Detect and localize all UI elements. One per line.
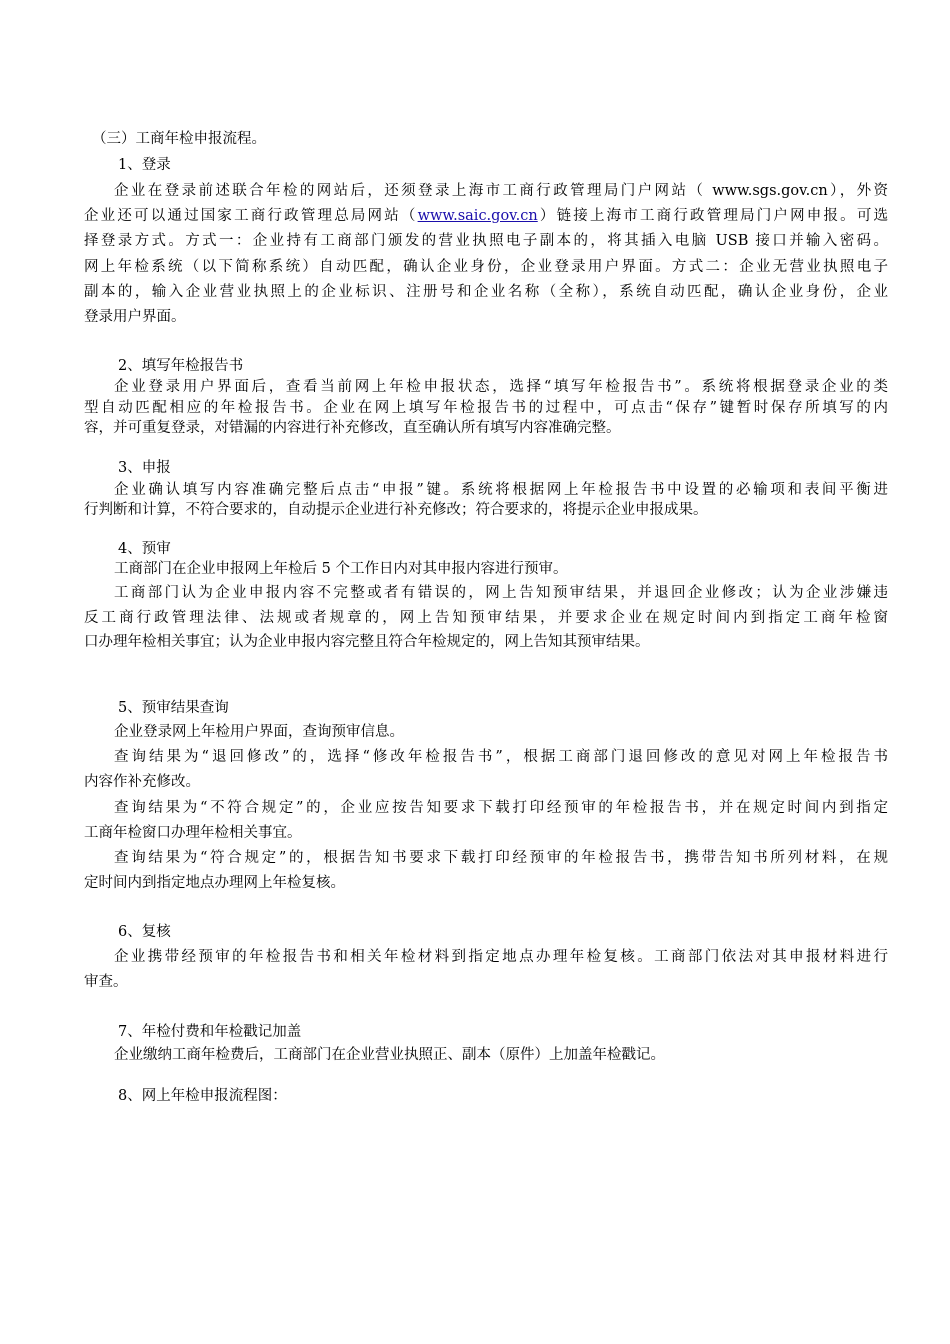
heading-login: 1、登录 bbox=[118, 157, 171, 173]
section-title: （三）工商年检申报流程。 bbox=[92, 131, 266, 147]
link-prefix-text: 企业还可以通过国家工商行政管理总局网站（ bbox=[84, 208, 418, 224]
paragraph-line: 型自动匹配相应的年检报告书。企业在网上填写年检报告书的过程中，可点击“保存”键暂时保存所填写的内 bbox=[84, 400, 888, 416]
paragraph-line: 择登录方式。方式一：企业持有工商部门颁发的营业执照电子副本的，将其插入电脑 USB 接口并输入密码。 bbox=[84, 233, 888, 249]
paragraph-line: 内容作补充修改。 bbox=[84, 774, 200, 790]
paragraph-line: 企业缴纳工商年检费后，工商部门在企业营业执照正、副本（原件）上加盖年检戳记。 bbox=[114, 1047, 665, 1063]
paragraph-line: 容，并可重复登录，对错漏的内容进行补充修改，直至确认所有填写内容准确完整。 bbox=[84, 420, 621, 436]
paragraph-line: 口办理年检相关事宜；认为企业申报内容完整且符合年检规定的，网上告知其预审结果。 bbox=[84, 634, 650, 650]
paragraph-line: 反工商行政管理法律、法规或者规章的，网上告知预审结果，并要求企业在规定时间内到指定工商年检窗 bbox=[84, 610, 888, 626]
paragraph-line: 企业确认填写内容准确完整后点击“申报”键。系统将根据网上年检报告书中设置的必输项和表间平衡进 bbox=[114, 482, 888, 498]
heading-fee-and-stamp: 7、年检付费和年检戳记加盖 bbox=[118, 1024, 302, 1040]
paragraph-line: 工商部门在企业申报网上年检后 5 个工作日内对其申报内容进行预审。 bbox=[114, 561, 568, 577]
heading-pre-review: 4、预审 bbox=[118, 541, 171, 557]
paragraph-line-with-link bbox=[84, 205, 888, 227]
paragraph-line: 工商年检窗口办理年检相关事宜。 bbox=[84, 825, 302, 841]
paragraph-line: 工商部门认为企业申报内容不完整或者有错误的，网上告知预审结果，并退回企业修改；认为企业涉嫌违 bbox=[114, 585, 888, 601]
heading-result-query: 5、预审结果查询 bbox=[118, 700, 229, 716]
paragraph-line: 查询结果为“符合规定”的，根据告知书要求下载打印经预审的年检报告书，携带告知书所列材料，在规 bbox=[114, 850, 888, 866]
paragraph-line: 查询结果为“退回修改”的，选择“修改年检报告书”，根据工商部门退回修改的意见对网上年检报告书 bbox=[114, 749, 888, 765]
heading-submit: 3、申报 bbox=[118, 460, 171, 476]
heading-flowchart: 8、网上年检申报流程图： bbox=[118, 1088, 287, 1104]
heading-fill-report: 2、填写年检报告书 bbox=[118, 358, 244, 374]
paragraph-line: 审查。 bbox=[84, 974, 128, 990]
paragraph-line: 副本的，输入企业营业执照上的企业标识、注册号和企业名称（全称），系统自动匹配，确认企业身份，企业 bbox=[84, 284, 888, 300]
paragraph-line: 定时间内到指定地点办理网上年检复核。 bbox=[84, 875, 345, 891]
paragraph-line: 查询结果为“不符合规定”的，企业应按告知要求下载打印经预审的年检报告书，并在规定时间内到指定 bbox=[114, 800, 888, 816]
paragraph-line: 企业登录网上年检用户界面，查询预审信息。 bbox=[114, 724, 404, 740]
paragraph-line: 登录用户界面。 bbox=[84, 309, 186, 325]
paragraph-line: 行判断和计算，不符合要求的，自动提示企业进行补充修改；符合要求的，将提示企业申报成果。 bbox=[84, 502, 708, 518]
paragraph-line: 企业在登录前述联合年检的网站后，还须登录上海市工商行政管理局门户网站（ www.sgs.gov.cn），外资 bbox=[114, 183, 888, 199]
paragraph-line: 网上年检系统（以下简称系统）自动匹配，确认企业身份，企业登录用户界面。方式二：企业无营业执照电子 bbox=[84, 259, 888, 275]
paragraph-line: 企业携带经预审的年检报告书和相关年检材料到指定地点办理年检复核。工商部门依法对其申报材料进行 bbox=[114, 949, 888, 965]
paragraph-line: 企业登录用户界面后，查看当前网上年检申报状态，选择“填写年检报告书”。系统将根据登录企业的类 bbox=[114, 379, 888, 395]
saic-website-link[interactable]: www.saic.gov.cn bbox=[417, 208, 538, 224]
heading-re-review: 6、复核 bbox=[118, 924, 171, 940]
link-suffix-text: ）链接上海市工商行政管理局门户网申报。可选 bbox=[537, 208, 889, 224]
